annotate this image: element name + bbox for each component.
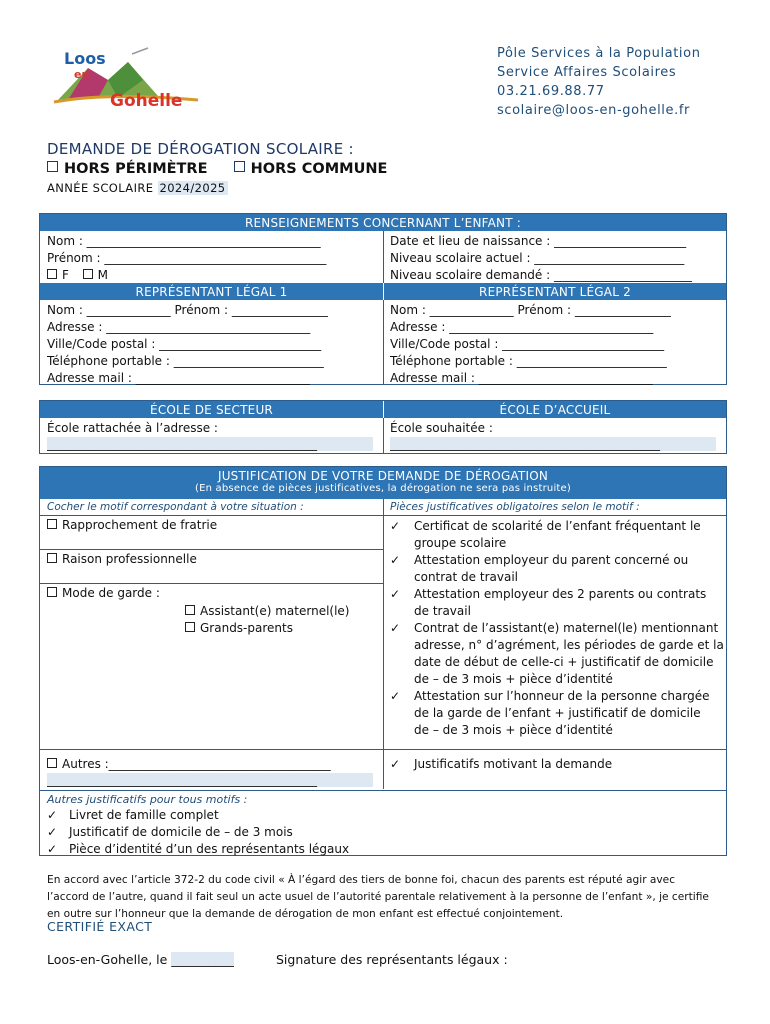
check-icon: ✓ <box>390 553 401 567</box>
other-docs-title: Autres justificatifs pour tous motifs : <box>47 793 248 806</box>
check-icon: ✓ <box>390 621 401 635</box>
year-label: ANNÉE SCOLAIRE <box>47 181 154 195</box>
piece-assistant-l3: date de début de celle-ci + justificatif de domicile <box>414 655 714 669</box>
child-level-current-field[interactable]: Niveau scolaire actuel : _________________________ <box>390 251 685 265</box>
child-sex <box>47 268 108 282</box>
school-year <box>47 181 228 195</box>
piece-garde-l2: de travail <box>414 604 471 618</box>
piece-autres-label: Justificatifs motivant la demande <box>414 757 613 771</box>
place-date <box>47 952 234 967</box>
checkbox-fratrie[interactable] <box>47 519 57 529</box>
check-icon: ✓ <box>390 689 401 703</box>
signature-label: Signature des représentants légaux : <box>276 952 508 967</box>
school-host-field[interactable]: _____________________________________________ <box>390 437 716 451</box>
contact-block <box>497 44 701 120</box>
year-value[interactable]: 2024/2025 <box>159 181 226 195</box>
contact-department: Service Affaires Scolaires <box>497 65 677 80</box>
piece-assistant-l4: de – de 3 mois + pièce d’identité <box>414 672 613 686</box>
justification-header <box>40 467 726 499</box>
child-level-requested-field[interactable]: Niveau scolaire demandé : _______________________ <box>390 268 692 282</box>
piece-pro-l2: contrat de travail <box>414 570 518 584</box>
check-icon: ✓ <box>390 587 401 601</box>
svg-text:Loos: Loos <box>64 49 106 68</box>
logo <box>48 40 218 112</box>
child-prenom-field[interactable]: Prénom : _____________________________________ <box>47 251 327 265</box>
other-doc-livret <box>47 808 219 822</box>
child-nom-field[interactable]: Nom : _______________________________________ <box>47 234 321 248</box>
rep1-nom-field[interactable]: Nom : ______________ Prénom : ________________ <box>47 303 328 317</box>
legal-line-2: l’accord de l’autre, quand il fait seul un acte usuel de l’autorité parentale relativement à la personne de l’enfant », je certifie <box>47 891 709 903</box>
legal-line-3: en outre sur l’honneur que la demande de dérogation de mon enfant est effectué conjointement. <box>47 908 564 920</box>
other-doc-identite <box>47 842 349 856</box>
other-doc-identite-label: Pièce d’identité d’un des représentants légaux <box>69 842 350 856</box>
col-motif-header: Cocher le motif correspondant à votre situation : <box>47 501 304 513</box>
motif-autres-line[interactable]: _____________________________________________ <box>47 773 373 787</box>
school-section <box>39 400 727 454</box>
check-icon: ✓ <box>47 825 58 839</box>
other-doc-livret-label: Livret de famille complet <box>69 808 219 822</box>
option-hors-perimetre-label: HORS PÉRIMÈTRE <box>64 161 208 177</box>
piece-assistant-l1: Contrat de l’assistant(e) maternel(le) mentionnant <box>414 621 719 635</box>
certifie-exact: CERTIFIÉ EXACT <box>47 919 153 934</box>
school-sector-field[interactable]: _____________________________________________ <box>47 437 373 451</box>
motif-garde <box>47 586 160 600</box>
justification-title: JUSTIFICATION DE VOTRE DEMANDE DE DÉROGATION <box>217 469 549 483</box>
check-icon: ✓ <box>390 757 401 771</box>
motif-garde-label: Mode de garde : <box>62 586 160 600</box>
date-field[interactable]: __________ <box>171 952 234 967</box>
sex-f-label: F <box>62 268 69 282</box>
motif-fratrie <box>47 518 217 532</box>
contact-service: Pôle Services à la Population <box>497 46 701 61</box>
piece-garde-l1: Attestation employeur des 2 parents ou contrats <box>414 587 707 601</box>
rep1-ville-field[interactable]: Ville/Code postal : ___________________________ <box>47 337 322 351</box>
piece-fratrie-l1: Certificat de scolarité de l’enfant fréquentant le <box>414 519 701 533</box>
rep1-header: REPRÉSENTANT LÉGAL 1 <box>40 283 383 300</box>
grands-parents-label: Grands-parents <box>200 621 293 635</box>
justification-subtitle: (En absence de pièces justificatives, la dérogation ne sera pas instruite) <box>195 483 571 494</box>
motif-autres <box>47 757 331 771</box>
legal-text <box>47 872 727 923</box>
rep2-adresse-field[interactable]: Adresse : __________________________________ <box>390 320 654 334</box>
checkbox-professionnel[interactable] <box>47 553 57 563</box>
child-section <box>39 213 727 385</box>
child-header: RENSEIGNEMENTS CONCERNANT L’ENFANT : <box>40 214 726 231</box>
col-pieces-header: Pièces justificatives obligatoires selon le motif : <box>390 501 640 513</box>
rep2-header: REPRÉSENTANT LÉGAL 2 <box>384 283 726 300</box>
justification-section <box>39 466 727 856</box>
piece-honneur-l1: Attestation sur l’honneur de la personne chargée <box>414 689 710 703</box>
page-title: DEMANDE DE DÉROGATION SCOLAIRE : <box>47 140 354 158</box>
school-host-label: École souhaitée : <box>390 421 493 435</box>
school-sector-header: ÉCOLE DE SECTEUR <box>40 401 383 418</box>
checkbox-garde[interactable] <box>47 587 57 597</box>
checkbox-sex-f[interactable] <box>47 269 57 279</box>
school-sector-label: École rattachée à l’adresse : <box>47 421 218 435</box>
rep1-mail-field[interactable]: Adresse mail : _____________________________ <box>47 371 310 385</box>
svg-text:Gohelle: Gohelle <box>110 91 183 111</box>
legal-line-1: En accord avec l’article 372-2 du code civil « À l’égard des tiers de bonne foi, chacun des parents est réputé agir avec <box>47 874 676 886</box>
check-icon: ✓ <box>47 842 58 856</box>
type-options <box>47 161 387 177</box>
rep2-nom-field[interactable]: Nom : ______________ Prénom : ________________ <box>390 303 671 317</box>
check-icon: ✓ <box>390 519 401 533</box>
checkbox-assistant[interactable] <box>185 605 195 615</box>
piece-professionnel <box>390 552 688 586</box>
motif-professionnel-label: Raison professionnelle <box>62 552 197 566</box>
contact-email[interactable]: scolaire@loos-en-gohelle.fr <box>497 103 690 118</box>
motif-garde-grands-parents <box>185 621 293 635</box>
rep2-mail-field[interactable]: Adresse mail : _____________________________ <box>390 371 653 385</box>
checkbox-grands-parents[interactable] <box>185 622 195 632</box>
motif-fratrie-label: Rapprochement de fratrie <box>62 518 218 532</box>
svg-text:en: en <box>74 68 90 81</box>
sex-m-label: M <box>97 268 108 282</box>
motif-professionnel <box>47 552 197 566</box>
piece-honneur-l2: de la garde de l’enfant + justificatif de domicile <box>414 706 701 720</box>
option-hors-commune-label: HORS COMMUNE <box>250 161 388 177</box>
school-host-header: ÉCOLE D’ACCUEIL <box>384 401 726 418</box>
piece-garde <box>390 586 724 739</box>
checkbox-sex-m[interactable] <box>83 269 93 279</box>
motif-garde-assistant <box>185 604 349 618</box>
piece-autres <box>390 757 612 771</box>
rep1-tel-field[interactable]: Téléphone portable : _________________________ <box>47 354 324 368</box>
checkbox-autres[interactable] <box>47 758 57 768</box>
assistant-label: Assistant(e) maternel(le) <box>200 604 350 618</box>
rep1-adresse-field[interactable]: Adresse : __________________________________ <box>47 320 311 334</box>
contact-phone: 03.21.69.88.77 <box>497 84 605 99</box>
rep2-tel-field[interactable]: Téléphone portable : _________________________ <box>390 354 667 368</box>
child-birth-field[interactable]: Date et lieu de naissance : ______________________ <box>390 234 687 248</box>
check-icon: ✓ <box>47 808 58 822</box>
other-doc-domicile <box>47 825 293 839</box>
piece-pro-l1: Attestation employeur du parent concerné ou <box>414 553 689 567</box>
piece-fratrie <box>390 518 701 552</box>
checkbox-hors-perimetre[interactable] <box>47 161 58 172</box>
checkbox-hors-commune[interactable] <box>234 161 245 172</box>
motif-autres-field[interactable]: Autres :_____________________________________ <box>62 757 331 771</box>
other-doc-domicile-label: Justificatif de domicile de – de 3 mois <box>69 825 293 839</box>
place-label: Loos-en-Gohelle, le <box>47 952 168 967</box>
piece-assistant-l2: adresse, n° d’agrément, les périodes de garde et la <box>414 638 724 652</box>
rep2-ville-field[interactable]: Ville/Code postal : ___________________________ <box>390 337 665 351</box>
piece-fratrie-l2: groupe scolaire <box>414 536 507 550</box>
piece-honneur-l3: de – de 3 mois + pièce d’identité <box>414 723 613 737</box>
